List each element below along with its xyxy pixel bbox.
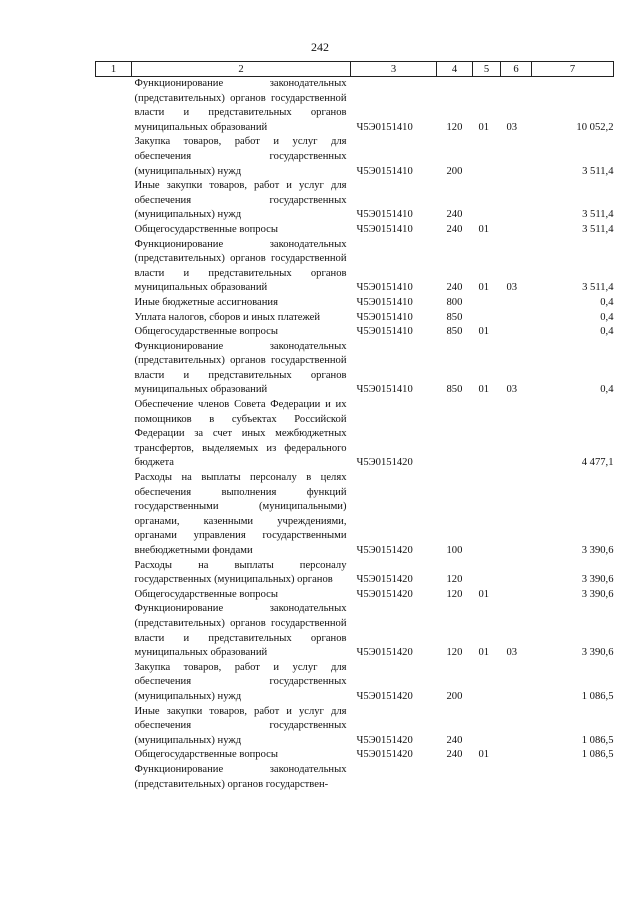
empty-cell xyxy=(96,471,132,559)
target-code-cell: Ч5Э0151410 xyxy=(356,384,413,396)
table-row xyxy=(96,661,614,705)
expense-type-cell: 240 xyxy=(446,749,463,761)
amount-cell xyxy=(532,763,614,792)
amount-cell: 1 086,5 xyxy=(581,734,614,746)
column-header: 4 xyxy=(437,62,473,77)
target-code-cell: Ч5Э0151420 xyxy=(356,588,413,600)
section-cell xyxy=(473,398,501,471)
subsection-cell xyxy=(501,179,532,223)
expense-type-cell: 850 xyxy=(446,326,463,338)
table-row xyxy=(96,471,614,559)
expense-name-cell: Расходы на выплаты персоналу государственных (муниципальных) органов xyxy=(134,559,347,586)
expense-type-cell: 120 xyxy=(446,121,463,133)
expense-name-cell: Уплата налогов, сборов и иных платежей xyxy=(134,311,321,323)
expense-name-cell: Закупка товаров, работ и услуг для обеспечения государственных (муниципальных) нужд xyxy=(134,136,347,177)
table-row xyxy=(96,602,614,660)
expense-type-cell: 800 xyxy=(446,296,463,308)
amount-cell: 0,4 xyxy=(600,326,614,338)
target-code-cell: Ч5Э0151410 xyxy=(356,209,413,221)
target-code-cell: Ч5Э0151420 xyxy=(356,690,413,702)
amount-cell: 3 390,6 xyxy=(581,647,614,659)
target-code-cell: Ч5Э0151420 xyxy=(356,545,413,556)
amount-cell: 3 511,4 xyxy=(582,223,614,235)
empty-cell xyxy=(96,238,132,296)
target-code-cell: Ч5Э0151420 xyxy=(356,749,413,761)
subsection-cell: 03 xyxy=(506,121,518,133)
table-row xyxy=(96,135,614,179)
column-header: 3 xyxy=(351,62,437,77)
amount-cell: 1 086,5 xyxy=(581,690,614,702)
target-code-cell: Ч5Э0151410 xyxy=(356,165,413,177)
empty-cell xyxy=(96,325,132,340)
target-code-cell: Ч5Э0151420 xyxy=(356,574,413,586)
target-code-cell xyxy=(351,763,437,792)
page-number: 242 xyxy=(311,40,329,54)
empty-cell xyxy=(96,296,132,311)
section-cell xyxy=(473,763,501,792)
table-row xyxy=(96,398,614,471)
amount-cell: 3 511,4 xyxy=(582,209,614,221)
empty-cell xyxy=(96,748,132,763)
amount-cell: 0,4 xyxy=(600,311,614,323)
empty-cell xyxy=(96,705,132,749)
subsection-cell xyxy=(501,135,532,179)
expense-name-cell: Функционирование законодательных (представительных) органов государственной власти и представительных органов муниципальных образований xyxy=(134,238,347,294)
table-row xyxy=(96,705,614,749)
empty-cell xyxy=(96,77,132,136)
section-cell: 01 xyxy=(478,282,490,294)
column-number-header xyxy=(96,62,614,77)
section-cell: 01 xyxy=(478,326,490,338)
table-row xyxy=(96,559,614,588)
subsection-cell xyxy=(501,661,532,705)
table-row xyxy=(96,748,614,763)
section-cell: 01 xyxy=(478,223,490,235)
section-cell xyxy=(473,296,501,311)
target-code-cell: Ч5Э0151410 xyxy=(356,121,413,133)
empty-cell xyxy=(96,179,132,223)
subsection-cell xyxy=(501,311,532,326)
section-cell: 01 xyxy=(478,384,490,396)
section-cell: 01 xyxy=(478,121,490,133)
section-cell: 01 xyxy=(478,647,490,659)
expense-type-cell: 240 xyxy=(446,282,463,294)
expense-name-cell: Общегосударственные вопросы xyxy=(134,749,278,761)
empty-cell xyxy=(96,559,132,588)
expense-name-cell: Общегосударственные вопросы xyxy=(134,326,278,338)
section-cell xyxy=(473,135,501,179)
expense-name-cell: Обеспечение членов Совета Федерации и их помощников в субъектах Российской Федерации за счет иных межбюджетных трансфертов, выделяемых из федерального бюджета xyxy=(134,399,347,469)
expense-name-cell: Расходы на выплаты персоналу в целях обеспечения выполнения функций государственными (муниципальными) органами, казенными учреждениями, органами управления государственными внебюджетными фондами xyxy=(134,472,347,556)
expense-name-cell: Закупка товаров, работ и услуг для обеспечения государственных (муниципальных) нужд xyxy=(134,661,347,702)
amount-cell: 1 086,5 xyxy=(581,749,614,761)
table-row xyxy=(96,296,614,311)
expense-name-cell: Общегосударственные вопросы xyxy=(134,588,278,600)
subsection-cell xyxy=(501,748,532,763)
table-body xyxy=(96,77,614,793)
empty-cell xyxy=(96,602,132,660)
expense-type-cell: 850 xyxy=(446,384,463,396)
expense-type-cell: 200 xyxy=(446,165,463,177)
empty-cell xyxy=(96,135,132,179)
expense-type-cell: 100 xyxy=(446,545,463,556)
expense-type-cell: 240 xyxy=(446,209,463,221)
subsection-cell xyxy=(501,223,532,238)
subsection-cell xyxy=(501,705,532,749)
subsection-cell xyxy=(501,296,532,311)
expense-type-cell: 240 xyxy=(446,734,463,746)
expense-name-cell: Функционирование законодательных (представительных) органов государственной власти и представительных органов муниципальных образований xyxy=(134,603,347,659)
expense-name-cell: Иные закупки товаров, работ и услуг для обеспечения государственных (муниципальных) нужд xyxy=(134,180,347,221)
amount-cell: 4 477,1 xyxy=(581,457,614,469)
expense-type-cell: 120 xyxy=(446,588,463,600)
table-row xyxy=(96,588,614,603)
expense-name-cell: Функционирование законодательных (представительных) органов государственной власти и представительных органов муниципальных образований xyxy=(134,340,347,396)
amount-cell: 3 390,6 xyxy=(581,574,614,586)
subsection-cell xyxy=(501,325,532,340)
target-code-cell: Ч5Э0151420 xyxy=(356,734,413,746)
empty-cell xyxy=(96,763,132,792)
expense-name-cell: Иные бюджетные ассигнования xyxy=(134,296,278,308)
subsection-cell: 03 xyxy=(506,647,518,659)
table-row xyxy=(96,340,614,398)
empty-cell xyxy=(96,661,132,705)
empty-cell xyxy=(96,223,132,238)
subsection-cell: 03 xyxy=(506,282,518,294)
section-cell xyxy=(473,705,501,749)
section-cell xyxy=(473,179,501,223)
table-row xyxy=(96,223,614,238)
column-header: 7 xyxy=(532,62,614,77)
section-cell xyxy=(473,661,501,705)
empty-cell xyxy=(96,398,132,471)
column-header: 1 xyxy=(96,62,132,77)
subsection-cell: 03 xyxy=(506,384,518,396)
target-code-cell: Ч5Э0151410 xyxy=(356,223,413,235)
expense-type-cell xyxy=(437,763,473,792)
subsection-cell xyxy=(501,559,532,588)
amount-cell: 3 390,6 xyxy=(581,545,614,556)
table-row xyxy=(96,238,614,296)
amount-cell: 0,4 xyxy=(600,296,614,308)
subsection-cell xyxy=(501,398,532,471)
amount-cell: 10 052,2 xyxy=(576,121,614,133)
table-row xyxy=(96,179,614,223)
subsection-cell xyxy=(501,763,532,792)
subsection-cell xyxy=(501,588,532,603)
amount-cell: 3 390,6 xyxy=(581,588,614,600)
expense-type-cell: 120 xyxy=(446,574,463,586)
expense-type-cell: 200 xyxy=(446,690,463,702)
amount-cell: 0,4 xyxy=(600,384,614,396)
section-cell xyxy=(473,311,501,326)
target-code-cell: Ч5Э0151420 xyxy=(356,647,413,659)
section-cell xyxy=(473,471,501,559)
section-cell: 01 xyxy=(478,749,490,761)
amount-cell: 3 511,4 xyxy=(582,165,614,177)
budget-table xyxy=(95,61,614,792)
table-row xyxy=(96,311,614,326)
section-cell: 01 xyxy=(478,588,490,600)
amount-cell: 3 511,4 xyxy=(582,282,614,294)
expense-type-cell: 120 xyxy=(446,647,463,659)
empty-cell xyxy=(96,588,132,603)
expense-type-cell: 240 xyxy=(446,223,463,235)
column-header: 6 xyxy=(501,62,532,77)
column-header: 5 xyxy=(473,62,501,77)
expense-name-cell: Общегосударственные вопросы xyxy=(134,223,278,235)
target-code-cell: Ч5Э0151410 xyxy=(356,282,413,294)
target-code-cell: Ч5Э0151410 xyxy=(356,296,413,308)
table-row xyxy=(96,77,614,136)
table-row xyxy=(96,763,614,792)
target-code-cell: Ч5Э0151410 xyxy=(356,311,413,323)
subsection-cell xyxy=(501,471,532,559)
target-code-cell: Ч5Э0151420 xyxy=(356,457,413,469)
column-header: 2 xyxy=(132,62,351,77)
empty-cell xyxy=(96,311,132,326)
section-cell xyxy=(473,559,501,588)
expense-type-cell: 850 xyxy=(446,311,463,323)
expense-name-cell: Иные закупки товаров, работ и услуг для обеспечения государственных (муниципальных) нужд xyxy=(134,705,347,746)
table-row xyxy=(96,325,614,340)
empty-cell xyxy=(96,340,132,398)
expense-name-cell: Функционирование законодательных (представительных) органов государствен- xyxy=(134,763,347,790)
expense-name-cell: Функционирование законодательных (представительных) органов государственной власти и представительных органов муниципальных образований xyxy=(134,78,347,133)
expense-type-cell xyxy=(437,398,473,471)
target-code-cell: Ч5Э0151410 xyxy=(356,326,413,338)
